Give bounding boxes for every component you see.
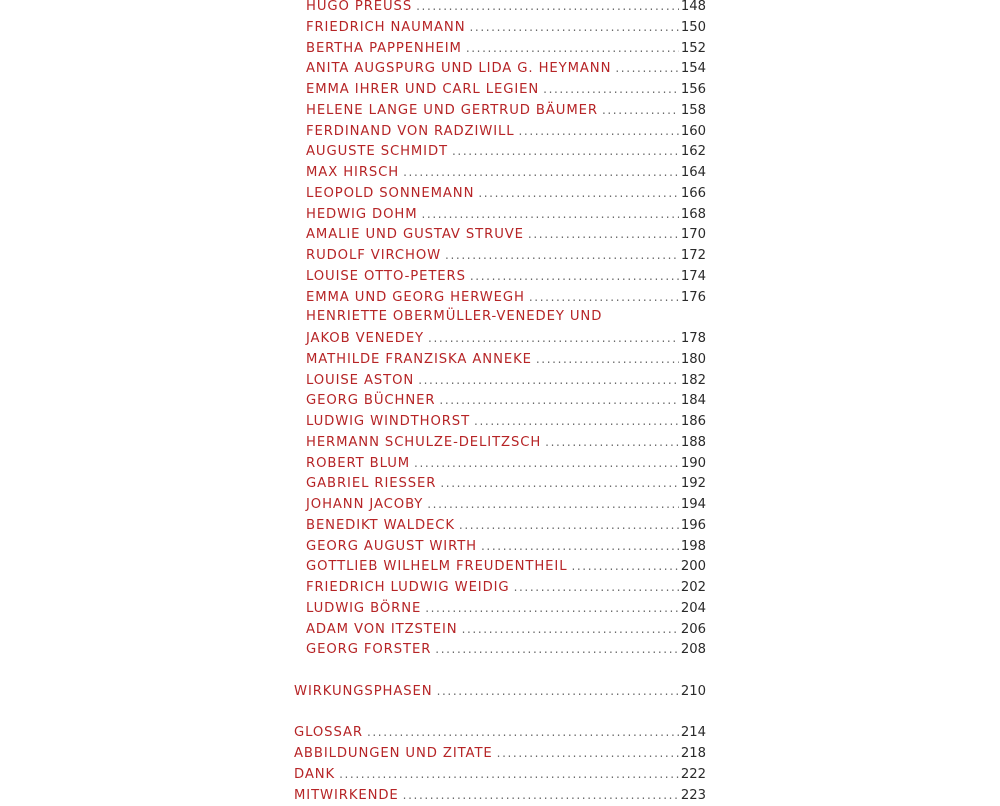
toc-entry-page: 158 (681, 101, 706, 122)
toc-entry[interactable] (294, 639, 706, 660)
dot-leader (497, 743, 679, 764)
toc-entry-page: 190 (681, 454, 706, 475)
dot-leader (571, 556, 678, 577)
toc-entry[interactable] (294, 17, 706, 38)
toc-entry-page: 164 (681, 163, 706, 184)
toc-entry-title: FRIEDRICH LUDWIG WEIDIG (306, 578, 510, 599)
toc-entry[interactable] (294, 100, 706, 121)
toc-entry-title: JOHANN JACOBY (306, 495, 423, 516)
toc-entry-page: 222 (681, 765, 706, 786)
toc-entry-title: RUDOLF VIRCHOW (306, 246, 441, 267)
toc-entry-page: 156 (681, 80, 706, 101)
toc-entry-page: 194 (681, 495, 706, 516)
toc-entry[interactable] (294, 162, 706, 183)
toc-entry[interactable] (294, 494, 706, 515)
toc-entry-title: EMMA UND GEORG HERWEGH (306, 288, 525, 309)
toc-entry-page: 152 (681, 39, 706, 60)
toc-entry[interactable] (294, 598, 706, 619)
toc-entry-title: JAKOB VENEDEY (306, 329, 424, 350)
dot-leader (529, 287, 679, 308)
toc-entry-title: HEDWIG DOHM (306, 205, 417, 226)
toc-entry-line1[interactable] (294, 307, 706, 328)
toc-entry[interactable] (294, 556, 706, 577)
toc-entry-page: 200 (681, 557, 706, 578)
toc-entry-page: 174 (681, 267, 706, 288)
dot-leader (459, 515, 679, 536)
dot-leader (418, 370, 679, 391)
dot-leader (427, 494, 679, 515)
toc-entry[interactable] (294, 0, 706, 17)
toc-entry-page: 166 (681, 184, 706, 205)
toc-entry[interactable] (294, 370, 706, 391)
dot-leader (615, 58, 678, 79)
dot-leader (466, 38, 679, 59)
toc-entry[interactable] (294, 224, 706, 245)
toc-entry-title: ADAM VON ITZSTEIN (306, 620, 458, 641)
toc-entry-title: HENRIETTE OBERMÜLLER-VENEDEY UND (306, 307, 602, 328)
toc-entry-title: EMMA IHRER UND CARL LEGIEN (306, 80, 539, 101)
toc-entry-page: 223 (681, 786, 706, 806)
toc-entry-title: HERMANN SCHULZE-DELITZSCH (306, 433, 541, 454)
toc-entry[interactable] (294, 390, 706, 411)
toc-entry-page: 192 (681, 474, 706, 495)
toc-entry-title: FRIEDRICH NAUMANN (306, 18, 465, 39)
toc-entry[interactable] (294, 266, 706, 287)
toc-entry-title: HUGO PREUSS (306, 0, 412, 18)
toc-entry[interactable] (294, 619, 706, 640)
toc-entry-title: MATHILDE FRANZISKA ANNEKE (306, 350, 532, 371)
toc-entry-title: GEORG AUGUST WIRTH (306, 537, 477, 558)
toc-entry-title: AUGUSTE SCHMIDT (306, 142, 448, 163)
toc-entry-page: 150 (681, 18, 706, 39)
toc-entry-page: 160 (681, 122, 706, 143)
dot-leader (514, 577, 679, 598)
dot-leader (435, 639, 679, 660)
dot-leader (474, 411, 679, 432)
toc-entry[interactable] (294, 577, 706, 598)
dot-leader (469, 17, 678, 38)
toc-entry[interactable] (294, 515, 706, 536)
toc-entry-title: ABBILDUNGEN UND ZITATE (294, 744, 493, 765)
dot-leader (421, 204, 678, 225)
dot-leader (462, 619, 679, 640)
toc-entry-title: GEORG BÜCHNER (306, 391, 435, 412)
toc-section-dank[interactable] (294, 764, 706, 785)
toc-entry-page: 172 (681, 246, 706, 267)
dot-leader (481, 536, 679, 557)
toc-entry-page: 168 (681, 205, 706, 226)
toc-entry[interactable] (294, 473, 706, 494)
toc-entry-page: 178 (681, 329, 706, 350)
toc-entry-page: 208 (681, 640, 706, 661)
dot-leader (543, 79, 679, 100)
toc-entry-title: AMALIE UND GUSTAV STRUVE (306, 225, 524, 246)
toc-entry[interactable] (294, 245, 706, 266)
toc-entry-title: LOUISE ASTON (306, 371, 414, 392)
toc-entry-page: 196 (681, 516, 706, 537)
toc-entry-page: 170 (681, 225, 706, 246)
toc-entry[interactable] (294, 411, 706, 432)
dot-leader (416, 0, 679, 17)
toc-entry-title: WIRKUNGSPHASEN (294, 682, 433, 703)
toc-entry[interactable] (294, 287, 706, 308)
toc-entry-page: 198 (681, 537, 706, 558)
toc-entry-title: GABRIEL RIESSER (306, 474, 436, 495)
toc-entry-page: 214 (681, 723, 706, 744)
dot-leader (602, 100, 679, 121)
toc-section-wirkungsphasen[interactable] (294, 681, 706, 702)
dot-leader (425, 598, 679, 619)
dot-leader (528, 224, 679, 245)
toc-entry-title: BENEDIKT WALDECK (306, 516, 455, 537)
toc-entry[interactable] (294, 38, 706, 59)
toc-entry-page: 188 (681, 433, 706, 454)
toc-entry[interactable] (294, 453, 706, 474)
toc-entry-title: ANITA AUGSPURG UND LIDA G. HEYMANN (306, 59, 611, 80)
toc-entry-page: 202 (681, 578, 706, 599)
section-spacer (294, 660, 706, 681)
dot-leader (403, 785, 679, 806)
toc-entry-page: 206 (681, 620, 706, 641)
dot-leader (403, 162, 679, 183)
dot-leader (536, 349, 679, 370)
toc-entry[interactable] (294, 204, 706, 225)
toc-entry-title: LUDWIG WINDTHORST (306, 412, 470, 433)
toc-entry-page: 184 (681, 391, 706, 412)
dot-leader (470, 266, 679, 287)
toc-entry-title: GLOSSAR (294, 723, 363, 744)
toc-section-mitwirkende[interactable] (294, 785, 706, 806)
toc-entry-title: HELENE LANGE UND GERTRUD BÄUMER (306, 101, 598, 122)
dot-leader (437, 681, 679, 702)
toc-entry-title: LOUISE OTTO-PETERS (306, 267, 466, 288)
toc-entry-page: 154 (681, 59, 706, 80)
toc-entry[interactable] (294, 121, 706, 142)
toc-entry[interactable] (294, 141, 706, 162)
toc-entry-page: 186 (681, 412, 706, 433)
dot-leader (452, 141, 679, 162)
toc-entry-page: 148 (681, 0, 706, 18)
toc-entry-title: LUDWIG BÖRNE (306, 599, 421, 620)
toc-entry-title: LEOPOLD SONNEMANN (306, 184, 474, 205)
toc-entry-page: 176 (681, 288, 706, 309)
toc-entry-title: MAX HIRSCH (306, 163, 399, 184)
toc-entry-page: 204 (681, 599, 706, 620)
dot-leader (440, 473, 678, 494)
toc-entry-title: DANK (294, 765, 335, 786)
dot-leader (545, 432, 679, 453)
toc-entry[interactable] (294, 432, 706, 453)
dot-leader (367, 722, 679, 743)
dot-leader (339, 764, 679, 785)
toc-entry-title: FERDINAND VON RADZIWILL (306, 122, 515, 143)
dot-leader (478, 183, 679, 204)
dot-leader (428, 328, 679, 349)
toc-entry-title: BERTHA PAPPENHEIM (306, 39, 462, 60)
toc-entry[interactable] (294, 328, 706, 349)
dot-leader (414, 453, 679, 474)
dot-leader (445, 245, 679, 266)
toc-entry[interactable] (294, 536, 706, 557)
toc-entry-title: ROBERT BLUM (306, 454, 410, 475)
toc-entry-page: 162 (681, 142, 706, 163)
toc-entry[interactable] (294, 79, 706, 100)
section-spacer (294, 702, 706, 723)
dot-leader (439, 390, 678, 411)
toc-entry-title: MITWIRKENDE (294, 786, 399, 806)
toc-entry-title: GEORG FORSTER (306, 640, 431, 661)
toc-section-abbildungen[interactable] (294, 743, 706, 764)
dot-leader (519, 121, 679, 142)
toc-entry-page: 210 (681, 682, 706, 703)
table-of-contents (294, 0, 706, 805)
toc-entry[interactable] (294, 183, 706, 204)
toc-entry-page: 182 (681, 371, 706, 392)
toc-entry-page: 180 (681, 350, 706, 371)
toc-entry[interactable] (294, 349, 706, 370)
toc-entry-page: 218 (681, 744, 706, 765)
toc-entry-title: GOTTLIEB WILHELM FREUDENTHEIL (306, 557, 567, 578)
toc-section-glossar[interactable] (294, 722, 706, 743)
toc-entry[interactable] (294, 58, 706, 79)
